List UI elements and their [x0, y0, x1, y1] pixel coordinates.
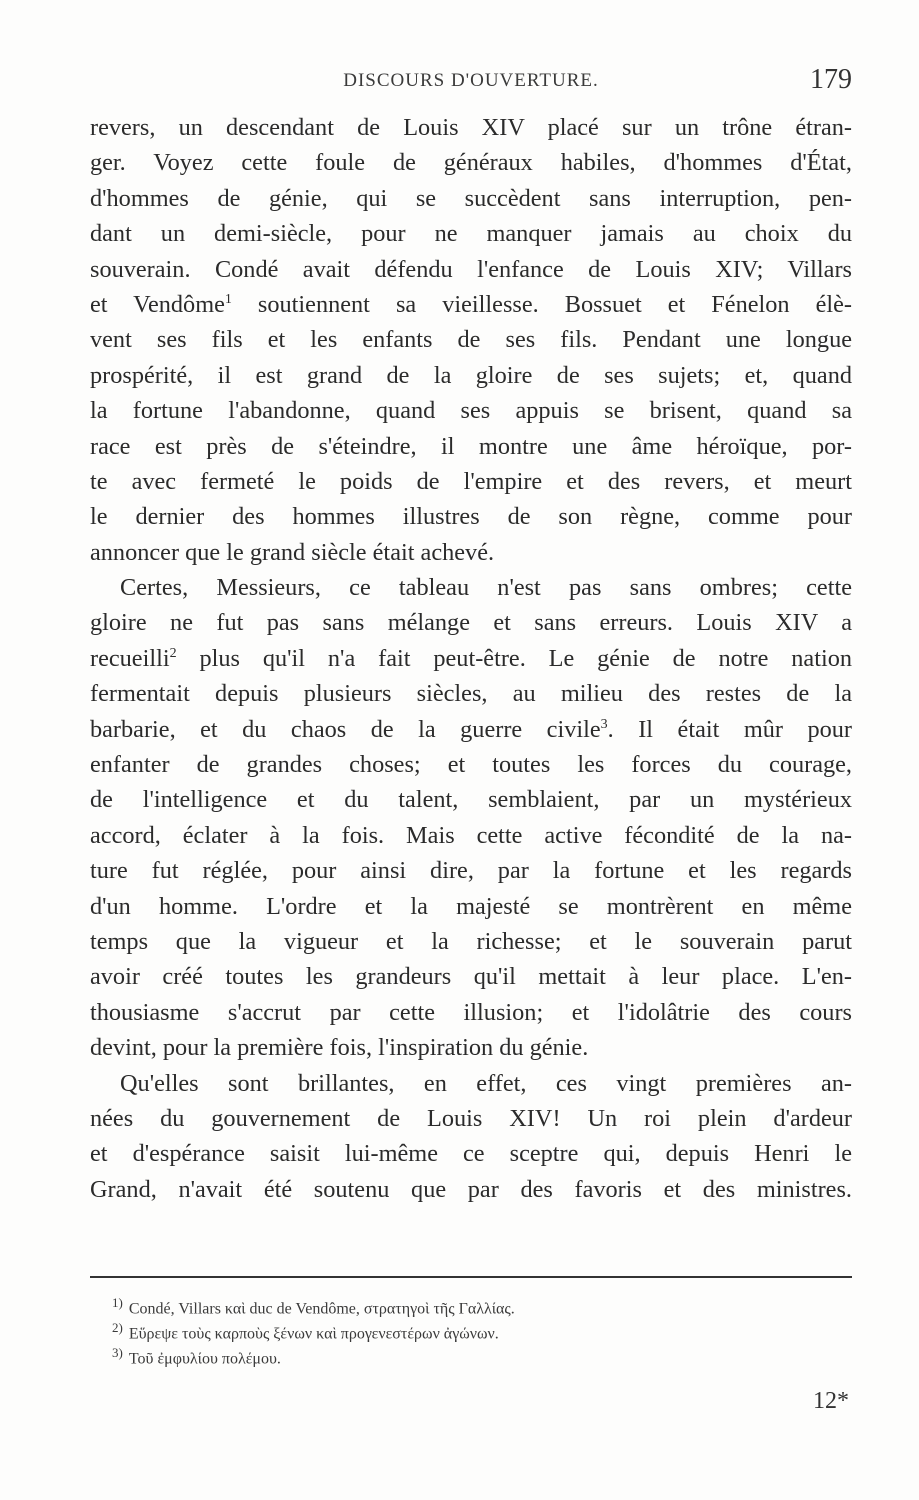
- text-line: avoir créé toutes les grandeurs qu'il mettait à leur place. L'en-: [90, 963, 852, 991]
- text-fragment: . Il était mûr pour: [607, 715, 852, 743]
- footnote-marker: 2): [112, 1320, 123, 1335]
- footnote-1: [112, 1290, 832, 1318]
- running-title: DISCOURS D'OUVERTURE.: [343, 70, 599, 91]
- text-line: le dernier des hommes illustres de son règne, comme pour: [90, 503, 852, 531]
- page-number: 179: [810, 64, 852, 95]
- text-line: et d'espérance saisit lui-même ce sceptre qui, depuis Henri le: [90, 1140, 852, 1168]
- text-line: Certes, Messieurs, ce tableau n'est pas sans ombres; cette: [120, 574, 852, 602]
- text-line: [90, 712, 852, 747]
- text-line: enfanter de grandes choses; et toutes les forces du courage,: [90, 751, 852, 779]
- text-line: race est près de s'éteindre, il montre une âme héroïque, por-: [90, 432, 852, 460]
- running-header: [90, 64, 852, 104]
- footnote-ref-3: 3: [600, 716, 608, 732]
- text-line: revers, un descendant de Louis XIV placé sur un trône étran-: [90, 114, 852, 141]
- text-line: [90, 287, 852, 322]
- text-line: d'hommes de génie, qui se succèdent sans interruption, pen-: [90, 184, 852, 212]
- footnote-3: [112, 1340, 832, 1368]
- text-fragment: soutiennent sa vieillesse. Bossuet et Fénelon élè-: [231, 290, 852, 318]
- footnote-marker: 1): [112, 1295, 123, 1310]
- text-line: te avec fermeté le poids de l'empire et des revers, et meurt: [90, 467, 852, 495]
- text-fragment: barbarie, et du chaos de la guerre civile: [90, 715, 601, 743]
- footnote-ref-2: 2: [169, 645, 177, 661]
- body-text: [90, 110, 852, 1207]
- footnote-text: Εὕρεψε τοὺς καρποὺς ξένων καὶ προγενεστέρων ἀγώνων.: [128, 1325, 499, 1343]
- text-line: gloire ne fut pas sans mélange et sans erreurs. Louis XIV a: [90, 609, 852, 637]
- text-fragment: recueilli: [90, 644, 170, 672]
- text-line: nées du gouvernement de Louis XIV! Un roi plein d'ardeur: [90, 1104, 852, 1132]
- text-line: vent ses fils et les enfants de ses fils. Pendant une longue: [90, 326, 852, 354]
- text-line: [90, 641, 852, 676]
- text-line: prospérité, il est grand de la gloire de ses sujets; et, quand: [90, 361, 852, 389]
- footnote-text: Τοῦ ἐμφυλίου πολέμου.: [128, 1350, 281, 1368]
- text-line: ture fut réglée, pour ainsi dire, par la fortune et les regards: [90, 857, 852, 885]
- text-line: accord, éclater à la fois. Mais cette active fécondité de la na-: [90, 821, 852, 849]
- text-line: fermentait depuis plusieurs siècles, au milieu des restes de la: [90, 680, 852, 708]
- footnote-ref-1: 1: [224, 291, 232, 307]
- text-line: Grand, n'avait été soutenu que par des favoris et des ministres.: [90, 1175, 852, 1203]
- footnote-2: [112, 1315, 832, 1343]
- footnote-divider: [90, 1276, 852, 1278]
- text-line: devint, pour la première fois, l'inspiration du génie.: [90, 1034, 589, 1062]
- text-line: Qu'elles sont brillantes, en effet, ces vingt premières an-: [120, 1069, 852, 1097]
- text-line: la fortune l'abandonne, quand ses appuis se brisent, quand sa: [90, 397, 852, 425]
- text-line: de l'intelligence et du talent, semblaient, par un mystérieux: [90, 786, 852, 814]
- text-fragment: plus qu'il n'a fait peut-être. Le génie de notre nation: [176, 644, 852, 672]
- text-line: temps que la vigueur et la richesse; et le souverain parut: [90, 927, 852, 955]
- text-line: d'un homme. L'ordre et la majesté se montrèrent en même: [90, 892, 852, 920]
- footnote-text: Condé, Villars καὶ duc de Vendôme, στρατηγοὶ τῆς Γαλλίας.: [128, 1300, 515, 1318]
- text-line: souverain. Condé avait défendu l'enfance de Louis XIV; Villars: [90, 255, 852, 283]
- signature-mark: 12*: [813, 1388, 849, 1414]
- text-line: ger. Voyez cette foule de généraux habiles, d'hommes d'État,: [90, 149, 852, 177]
- text-line: annoncer que le grand siècle était achevé.: [90, 538, 495, 566]
- text-line: thousiasme s'accrut par cette illusion; et l'idolâtrie des cours: [90, 998, 852, 1026]
- text-fragment: et Vendôme: [90, 290, 225, 318]
- footnote-marker: 3): [112, 1345, 123, 1360]
- text-line: dant un demi-siècle, pour ne manquer jamais au choix du: [90, 220, 852, 248]
- footnotes: [112, 1290, 832, 1368]
